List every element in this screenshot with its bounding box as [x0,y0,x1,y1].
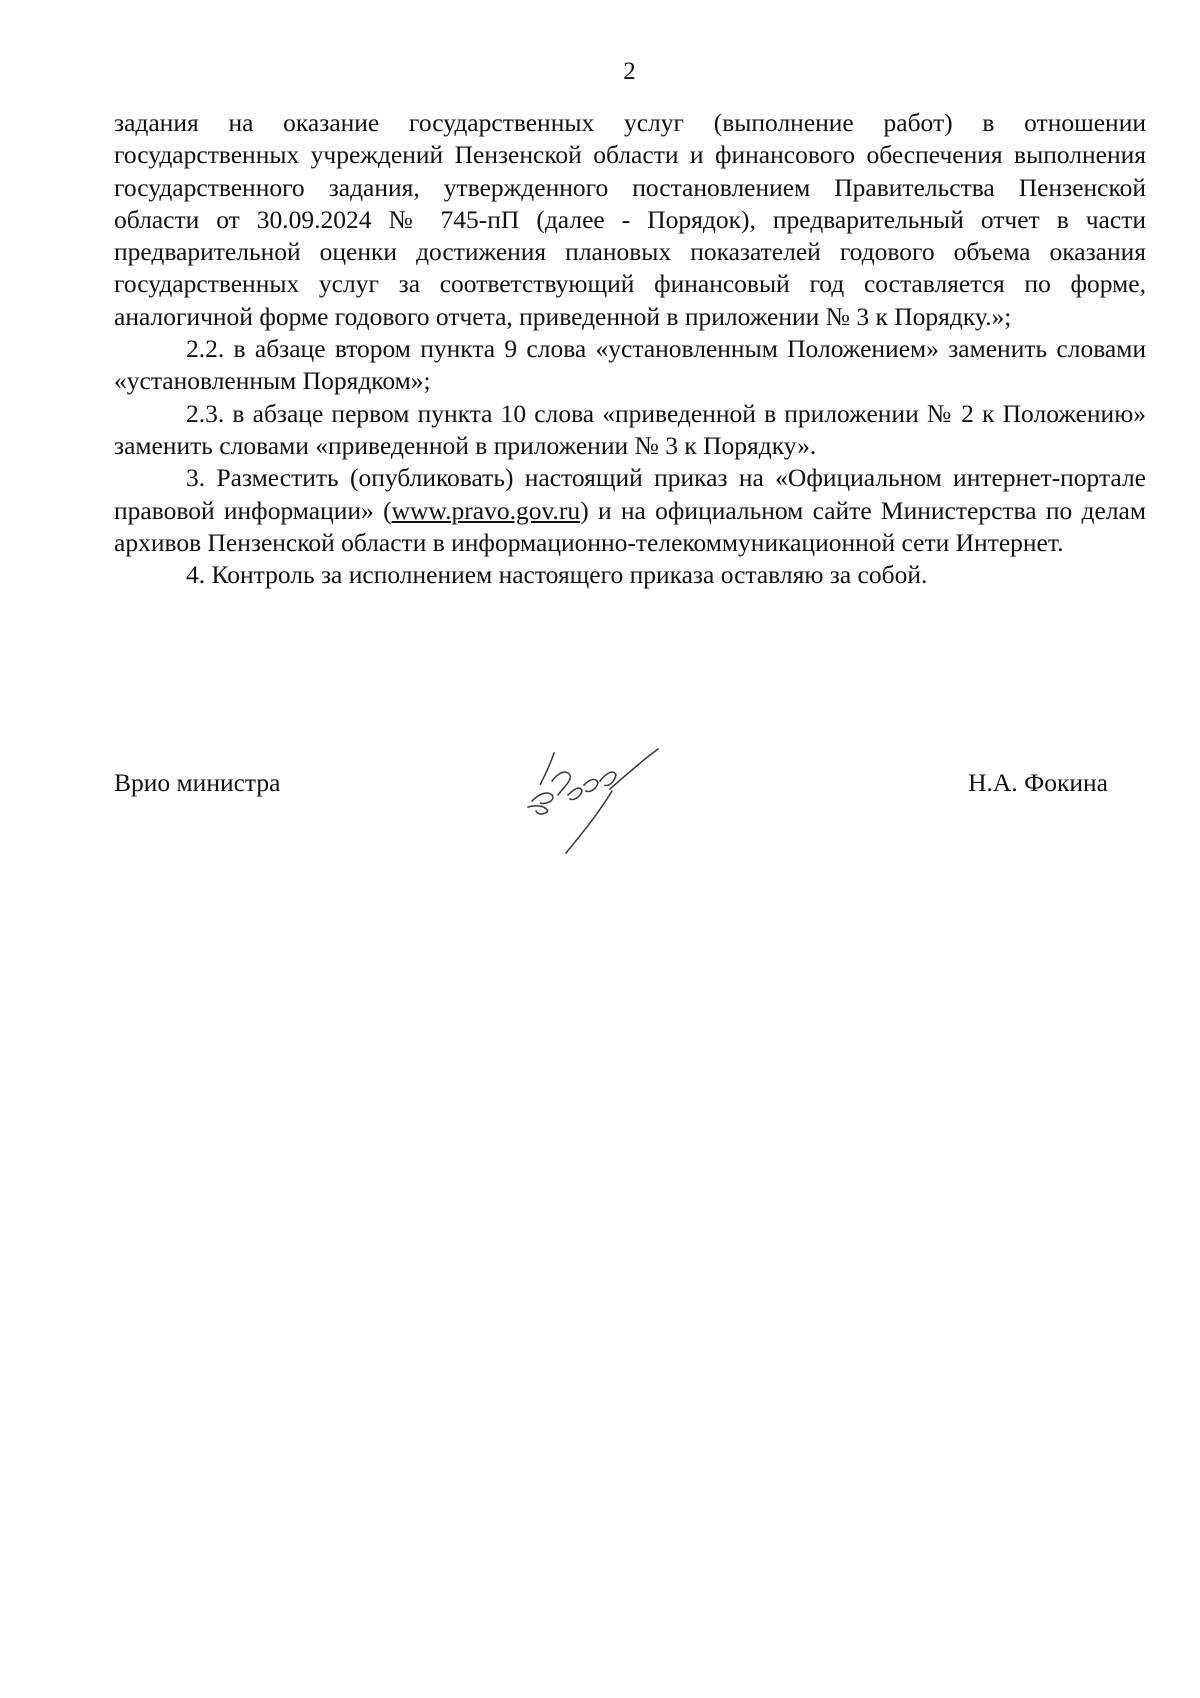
page-number: 2 [623,58,636,85]
paragraph-continuation: задания на оказание государственных услуг (выполнение работ) в отношении государственных учреждений Пензенской области и финансового обеспечения выполнения государственного задания, утвержденного постановлением Правительства Пензенской области от 30.09.2024 № 745-пП (далее - Порядок), предварительный отчет в части предварительной оценки достижения плановых показателей годового объема оказания государственных услуг за соответствующий финансовый год составляется по форме, аналогичной форме годового отчета, приведенной в приложении № 3 к Порядку.»; [114,108,1146,331]
paragraph-3-text-end: ) и на официальном сайте Министерства по делам архивов Пензенской области в информационно-телекоммуникационной сети Интернет. [114,495,1147,557]
pravo-link[interactable]: www.pravo.gov.ru [391,495,581,525]
handwritten-signature [522,745,667,863]
signer-name: Н.А. Фокина [968,768,1108,797]
paragraph-3 [114,462,1146,559]
paragraph-2-2: 2.2. в абзаце втором пункта 9 слова «установленным Положением» заменить словами «установленным Порядком»; [114,334,1146,396]
document-body [114,107,1146,591]
paragraph-3-text-start: 3. Разместить (опубликовать) настоящий приказ на «Официальном интернет-портале правовой информации» ( [114,463,1146,525]
signer-position: Врио министра [114,768,281,797]
signature-block [114,767,1108,877]
paragraph-2-3: 2.3. в абзаце первом пункта 10 слова «приведенной в приложении № 2 к Положению» заменить словами «приведенной в приложении № 3 к Порядку». [114,398,1146,460]
paragraph-4: 4. Контроль за исполнением настоящего приказа оставляю за собой. [186,560,928,590]
